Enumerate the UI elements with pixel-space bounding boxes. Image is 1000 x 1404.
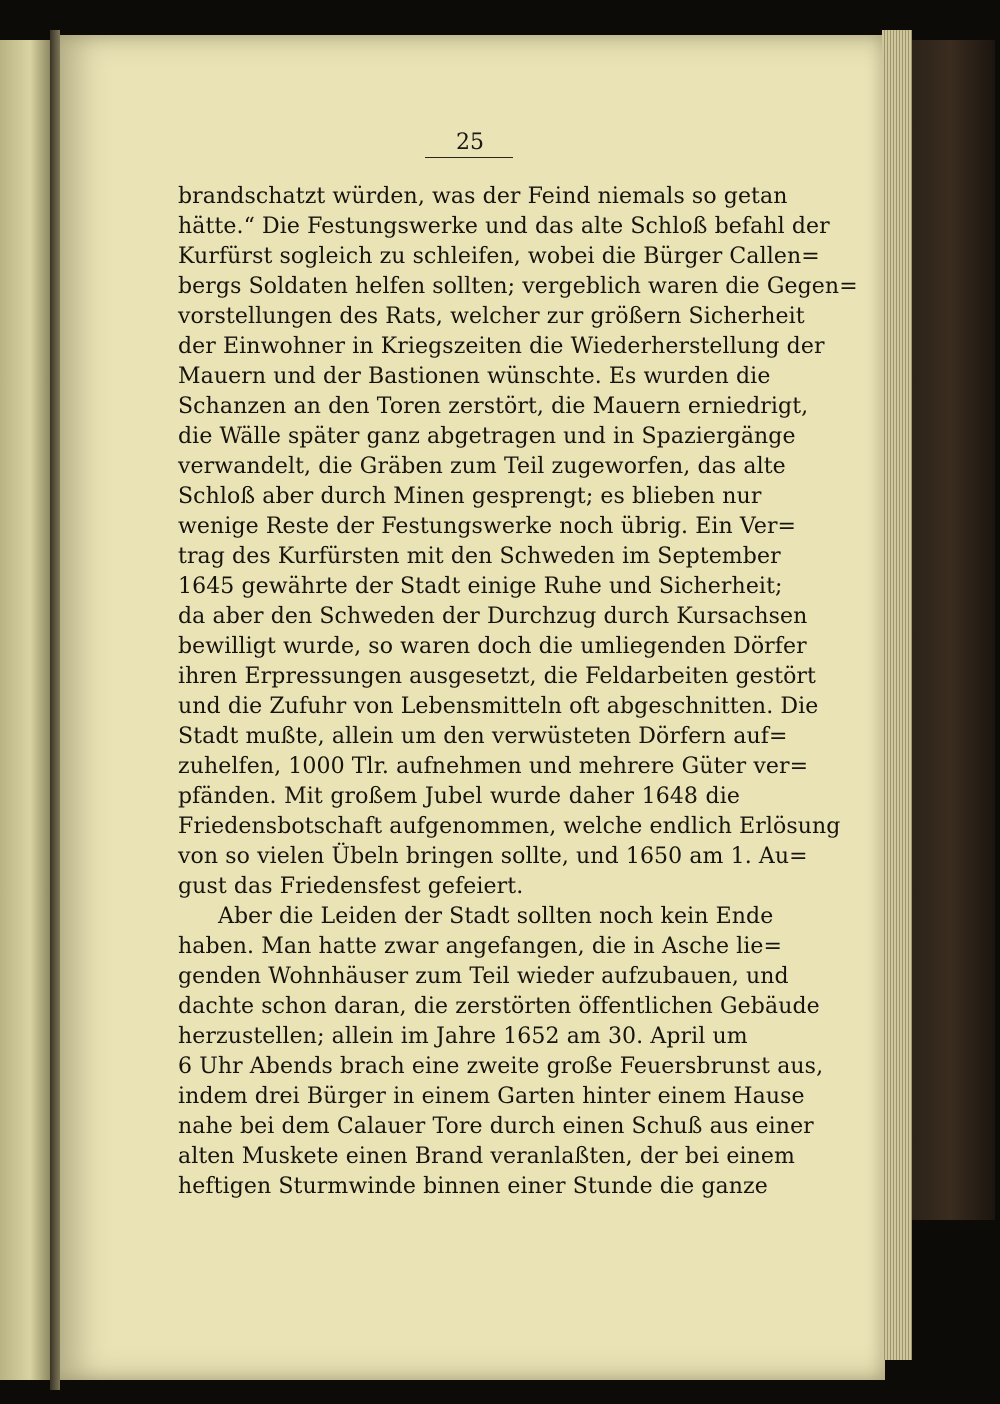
text-line: ihren Erpressungen ausgesetzt, die Feldarbeiten gestört [178,664,816,689]
text-line: zuhelfen, 1000 Tlr. aufnehmen und mehrere Güter ver= [178,754,809,779]
text-line: indem drei Bürger in einem Garten hinter einem Hause [178,1084,805,1109]
text-line: Schloß aber durch Minen gesprengt; es blieben nur [178,484,762,509]
text-line: verwandelt, die Gräben zum Teil zugeworfen, das alte [178,454,786,479]
text-line: vorstellungen des Rats, welcher zur größern Sicherheit [178,304,805,329]
text-line: Schanzen an den Toren zerstört, die Mauern erniedrigt, [178,394,809,419]
text-line: heftigen Sturmwinde binnen einer Stunde die ganze [178,1174,768,1199]
header-rule [425,157,513,158]
text-line: haben. Man hatte zwar angefangen, die in Asche lie= [178,934,783,959]
text-line: alten Muskete einen Brand veranlaßten, der bei einem [178,1144,795,1169]
text-line: brandschatzt würden, was der Feind niemals so getan [178,184,788,209]
text-line: hätte.“ Die Festungswerke und das alte Schloß befahl der [178,214,830,239]
text-line: Kurfürst sogleich zu schleifen, wobei die Bürger Callen= [178,244,820,269]
text-line: herzustellen; allein im Jahre 1652 am 30. April um [178,1024,748,1049]
page-number: 25 [456,130,484,155]
text-line: dachte schon daran, die zerstörten öffentlichen Gebäude [178,994,820,1019]
paragraph-first-line: Aber die Leiden der Stadt sollten noch kein Ende [218,904,774,929]
text-line: Stadt mußte, allein um den verwüsteten Dörfern auf= [178,724,788,749]
text-line: da aber den Schweden der Durchzug durch Kursachsen [178,604,808,629]
text-line: bergs Soldaten helfen sollten; vergeblich waren die Gegen= [178,274,858,299]
page-edges [882,30,912,1360]
book-gutter [50,30,60,1390]
left-page-edge [0,40,50,1380]
text-line: Mauern und der Bastionen wünschte. Es wurden die [178,364,771,389]
text-line: bewilligt wurde, so waren doch die umliegenden Dörfer [178,634,807,659]
text-line: die Wälle später ganz abgetragen und in Spaziergänge [178,424,796,449]
text-line: 6 Uhr Abends brach eine zweite große Feuersbrunst aus, [178,1054,824,1079]
text-line: wenige Reste der Festungswerke noch übrig. Ein Ver= [178,514,797,539]
text-line: von so vielen Übeln bringen sollte, und 1650 am 1. Au= [178,844,808,869]
text-line: Friedensbotschaft aufgenommen, welche endlich Erlösung [178,814,841,839]
text-line: und die Zufuhr von Lebensmitteln oft abgeschnitten. Die [178,694,819,719]
text-line: trag des Kurfürsten mit den Schweden im September [178,544,781,569]
text-line: gust das Friedensfest gefeiert. [178,874,524,899]
text-line: pfänden. Mit großem Jubel wurde daher 1648 die [178,784,740,809]
text-line: 1645 gewährte der Stadt einige Ruhe und Sicherheit; [178,574,783,599]
book-cover-edge [905,40,995,1220]
text-line: nahe bei dem Calauer Tore durch einen Schuß aus einer [178,1114,814,1139]
text-line: der Einwohner in Kriegszeiten die Wiederherstellung der [178,334,825,359]
text-line: genden Wohnhäuser zum Teil wieder aufzubauen, und [178,964,789,989]
